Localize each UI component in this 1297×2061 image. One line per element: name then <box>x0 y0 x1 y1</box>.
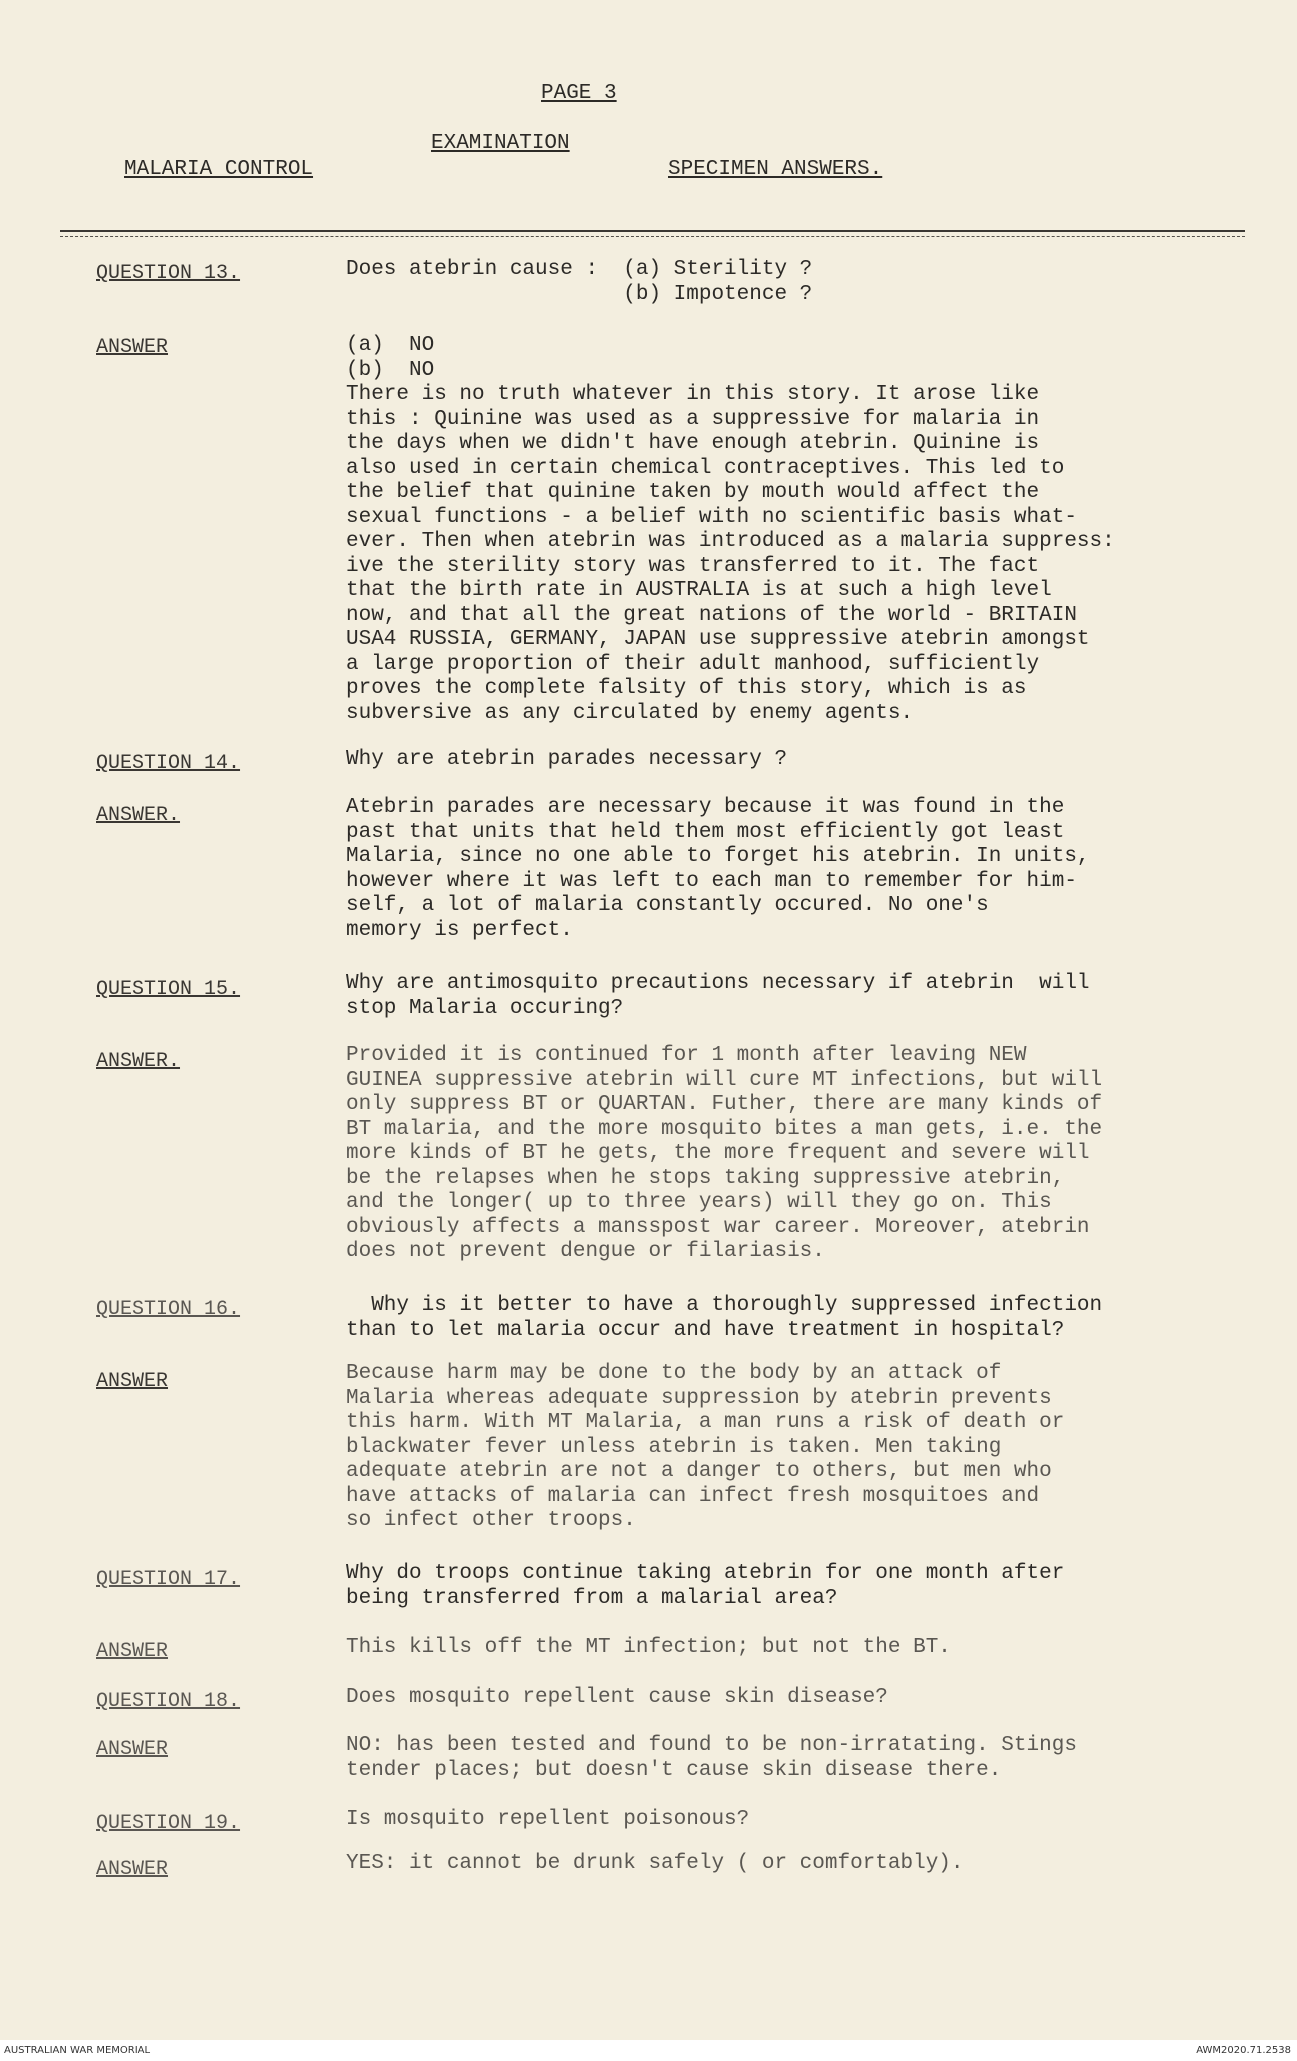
question-label: QUESTION 13. <box>96 262 241 285</box>
question-label: QUESTION 14. <box>96 752 241 775</box>
question-text: Why is it better to have a thoroughly suppressed infection than to let malaria occur and have treatment in hospital? <box>346 1294 1103 1342</box>
answer-text: Because harm may be done to the body by an attack of Malaria whereas adequate suppression by atebrin prevents this harm. With MT Malaria, a man runs a risk of death or blackwater fever unless atebrin is taken. Men taking adequate atebrin are not a danger to others, but men who have attacks of malaria can infect fresh mosquitoes and so infect other troops. <box>346 1362 1065 1532</box>
footer-institution: AUSTRALIAN WAR MEMORIAL <box>4 2045 151 2056</box>
answer-label: ANSWER <box>96 1370 169 1393</box>
answer-label: ANSWER <box>96 1640 169 1663</box>
answer-text: (a) NO (b) NO There is no truth whatever in this story. It arose like this : Quinine was used as a suppressive for malaria in the days when we didn't have enough atebrin. Quinine is also used in certain chemical contraceptives. This led to the belief that quinine taken by mouth would affect the sexual functions - a belief with no scientific basis what- ever. Then when atebrin was introduced as a malaria suppress: ive the sterility story was transferred to it. The fact that the birth rate in AUSTRALIA is at such a high level now, and that all the great nations of the world - BRITAIN USA4 RUSSIA, GERMANY, JAPAN use suppressive atebrin amongst a large proportion of their adult manhood, sufficiently proves the complete falsity of this story, which is as subversive as any circulated by enemy agents. <box>346 334 1115 725</box>
answer-label: ANSWER <box>96 336 169 359</box>
question-label: QUESTION 17. <box>96 1568 241 1591</box>
answer-text: Atebrin parades are necessary because it was found in the past that units that held them most efficiently got least Malaria, since no one able to forget his atebrin. In units, however where it was left to each man to remember for him- self, a lot of malaria constantly occured. No one's memory is perfect. <box>346 796 1090 942</box>
header-rule-secondary <box>60 236 1245 237</box>
header-rule <box>60 230 1245 232</box>
answer-text: YES: it cannot be drunk safely ( or comfortably). <box>346 1852 964 1875</box>
answer-label: ANSWER. <box>96 804 181 827</box>
question-text: Does atebrin cause : (a) Sterility ? (b) Impotence ? <box>346 258 813 306</box>
footer-accession-number: AWM2020.71.2538 <box>1196 2045 1291 2056</box>
question-label: QUESTION 15. <box>96 978 241 1001</box>
question-text: Does mosquito repellent cause skin disease? <box>346 1686 888 1709</box>
question-text: Is mosquito repellent poisonous? <box>346 1808 750 1831</box>
page-number: PAGE 3 <box>541 82 617 105</box>
answer-text: Provided it is continued for 1 month after leaving NEW GUINEA suppressive atebrin will cure MT infections, but will only suppress BT or QUARTAN. Futher, there are many kinds of BT malaria, and the more mosquito bites a man gets, i.e. the more kinds of BT he gets, the more frequent and severe will be the relapses when he stops taking suppressive atebrin, and the longer( up to three years) will they go on. This obviously affects a mansspost war career. Moreover, atebrin does not prevent dengue or filariasis. <box>346 1044 1103 1263</box>
answer-label: ANSWER <box>96 1738 169 1761</box>
question-text: Why do troops continue taking atebrin for one month after being transferred from a malarial area? <box>346 1562 1065 1610</box>
answer-text: NO: has been tested and found to be non-irratating. Stings tender places; but doesn't cause skin disease there. <box>346 1734 1077 1782</box>
question-text: Why are atebrin parades necessary ? <box>346 748 788 771</box>
question-text: Why are antimosquito precautions necessary if atebrin will stop Malaria occuring? <box>346 972 1090 1020</box>
answer-text: This kills off the MT infection; but not the BT. <box>346 1636 951 1659</box>
question-label: QUESTION 19. <box>96 1812 241 1835</box>
answer-label: ANSWER. <box>96 1050 181 1073</box>
question-label: QUESTION 18. <box>96 1690 241 1713</box>
answer-label: ANSWER <box>96 1858 169 1881</box>
question-label: QUESTION 16. <box>96 1298 241 1321</box>
header-right: SPECIMEN ANSWERS. <box>668 158 883 181</box>
document-title: EXAMINATION <box>431 132 570 155</box>
header-left: MALARIA CONTROL <box>124 158 314 181</box>
